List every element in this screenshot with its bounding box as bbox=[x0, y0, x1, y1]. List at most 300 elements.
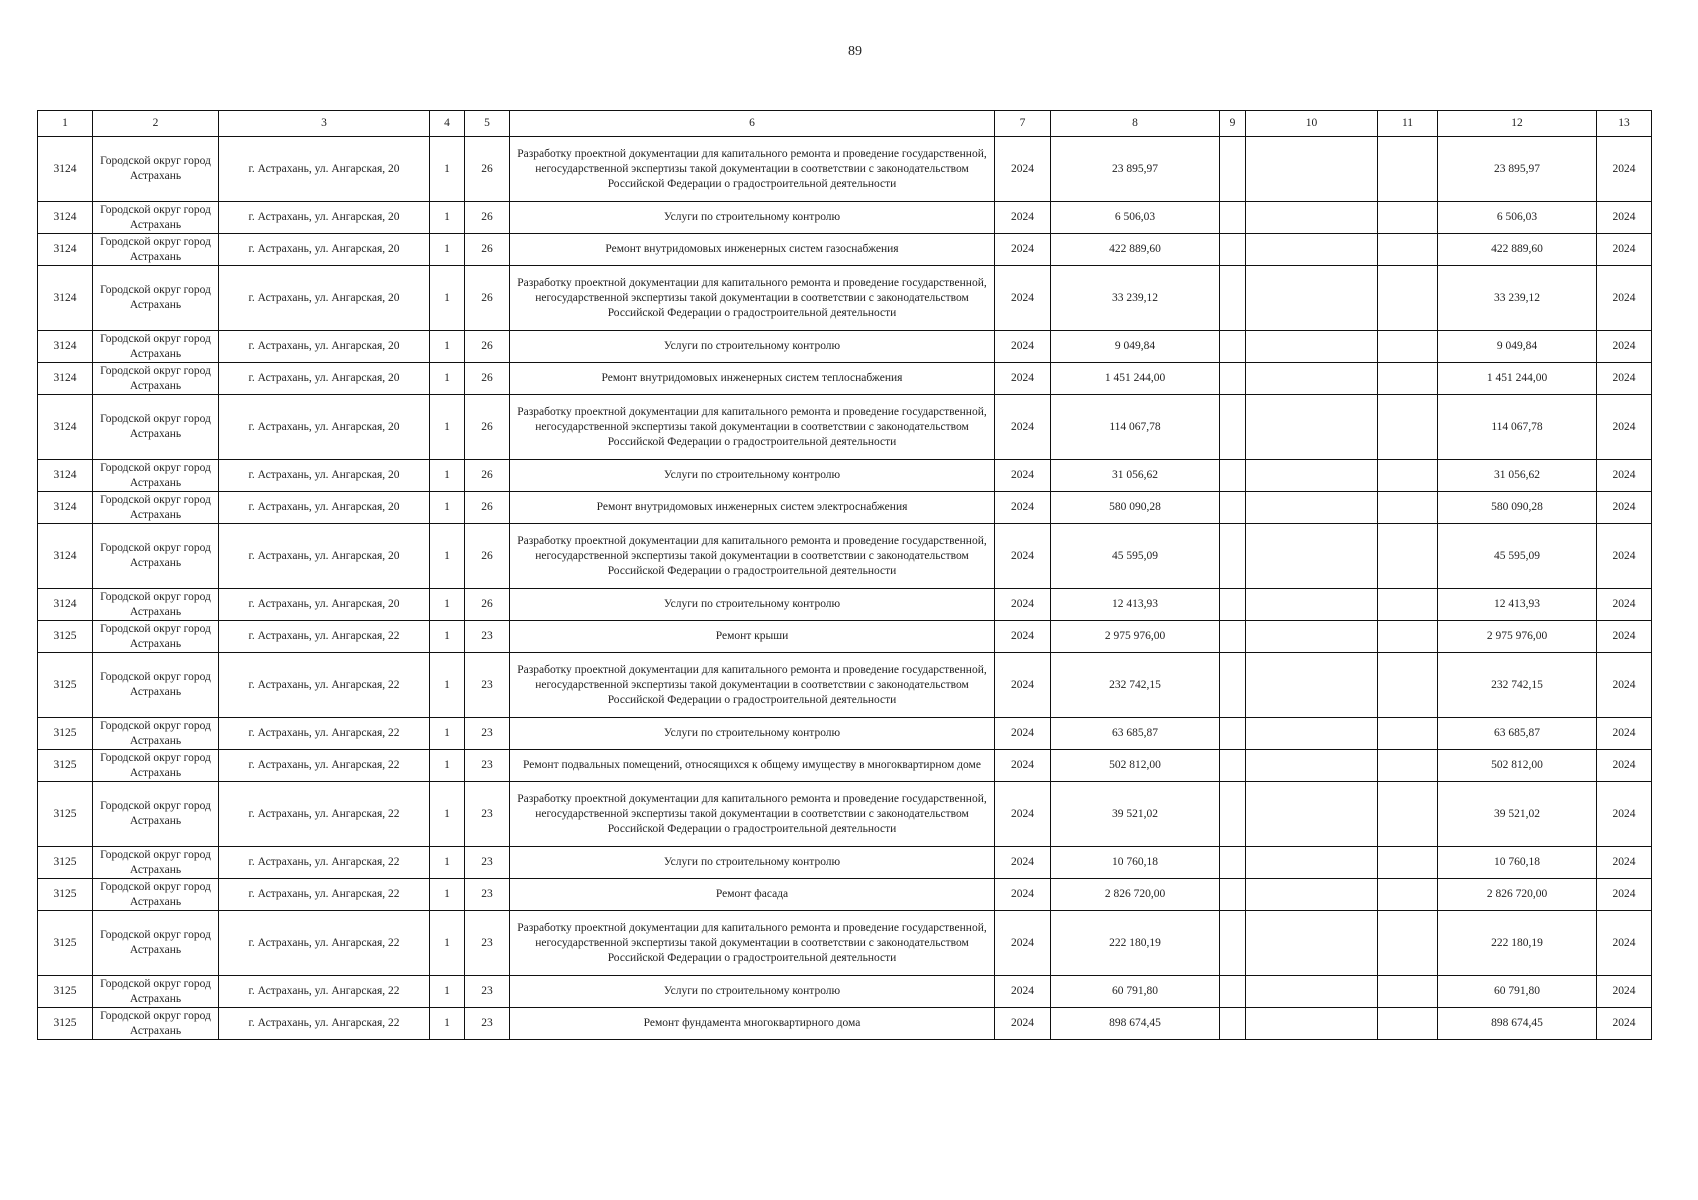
col5-cell: 26 bbox=[465, 202, 510, 234]
cost-cell: 10 760,18 bbox=[1051, 847, 1220, 879]
table-row bbox=[38, 1008, 1652, 1040]
table-row bbox=[38, 137, 1652, 202]
col11-cell bbox=[1378, 879, 1438, 911]
municipality-cell: Городской округ город Астрахань bbox=[93, 750, 219, 782]
work-type-cell: Разработку проектной документации для капитального ремонта и проведение государственной, негосударственной экспертизы такой документации в соответствии с законодательством Российской Федерации о градостроительной деятельности bbox=[510, 653, 995, 718]
col4-cell: 1 bbox=[430, 621, 465, 653]
col10-cell bbox=[1246, 653, 1378, 718]
cost-cell: 580 090,28 bbox=[1051, 492, 1220, 524]
col5-cell: 26 bbox=[465, 266, 510, 331]
table-row bbox=[38, 879, 1652, 911]
object-id-cell: 3125 bbox=[38, 718, 93, 750]
municipality-cell: Городской округ город Астрахань bbox=[93, 202, 219, 234]
cost-cell: 2 975 976,00 bbox=[1051, 621, 1220, 653]
municipality-cell: Городской округ город Астрахань bbox=[93, 879, 219, 911]
work-type-cell: Услуги по строительному контролю bbox=[510, 589, 995, 621]
col11-cell bbox=[1378, 782, 1438, 847]
col11-cell bbox=[1378, 395, 1438, 460]
col4-cell: 1 bbox=[430, 911, 465, 976]
col9-cell bbox=[1220, 395, 1246, 460]
col4-cell: 1 bbox=[430, 750, 465, 782]
completion-year-cell: 2024 bbox=[1597, 266, 1652, 331]
total-cost-cell: 12 413,93 bbox=[1438, 589, 1597, 621]
col4-cell: 1 bbox=[430, 782, 465, 847]
table-row bbox=[38, 395, 1652, 460]
completion-year-cell: 2024 bbox=[1597, 847, 1652, 879]
address-cell: г. Астрахань, ул. Ангарская, 20 bbox=[219, 492, 430, 524]
col11-cell bbox=[1378, 202, 1438, 234]
column-header: 6 bbox=[510, 111, 995, 137]
col4-cell: 1 bbox=[430, 137, 465, 202]
address-cell: г. Астрахань, ул. Ангарская, 22 bbox=[219, 976, 430, 1008]
col10-cell bbox=[1246, 460, 1378, 492]
col9-cell bbox=[1220, 750, 1246, 782]
col11-cell bbox=[1378, 331, 1438, 363]
column-header: 9 bbox=[1220, 111, 1246, 137]
year-cell: 2024 bbox=[995, 718, 1051, 750]
work-type-cell: Разработку проектной документации для капитального ремонта и проведение государственной, негосударственной экспертизы такой документации в соответствии с законодательством Российской Федерации о градостроительной деятельности bbox=[510, 137, 995, 202]
col4-cell: 1 bbox=[430, 395, 465, 460]
address-cell: г. Астрахань, ул. Ангарская, 20 bbox=[219, 137, 430, 202]
address-cell: г. Астрахань, ул. Ангарская, 20 bbox=[219, 395, 430, 460]
work-type-cell: Услуги по строительному контролю bbox=[510, 718, 995, 750]
col9-cell bbox=[1220, 202, 1246, 234]
col10-cell bbox=[1246, 395, 1378, 460]
work-type-cell: Услуги по строительному контролю bbox=[510, 202, 995, 234]
col5-cell: 26 bbox=[465, 460, 510, 492]
col9-cell bbox=[1220, 234, 1246, 266]
year-cell: 2024 bbox=[995, 621, 1051, 653]
total-cost-cell: 1 451 244,00 bbox=[1438, 363, 1597, 395]
address-cell: г. Астрахань, ул. Ангарская, 20 bbox=[219, 524, 430, 589]
col10-cell bbox=[1246, 331, 1378, 363]
municipality-cell: Городской округ город Астрахань bbox=[93, 718, 219, 750]
col4-cell: 1 bbox=[430, 460, 465, 492]
address-cell: г. Астрахань, ул. Ангарская, 22 bbox=[219, 750, 430, 782]
col9-cell bbox=[1220, 653, 1246, 718]
total-cost-cell: 2 975 976,00 bbox=[1438, 621, 1597, 653]
col5-cell: 26 bbox=[465, 234, 510, 266]
object-id-cell: 3124 bbox=[38, 589, 93, 621]
cost-cell: 6 506,03 bbox=[1051, 202, 1220, 234]
object-id-cell: 3124 bbox=[38, 202, 93, 234]
completion-year-cell: 2024 bbox=[1597, 395, 1652, 460]
year-cell: 2024 bbox=[995, 137, 1051, 202]
object-id-cell: 3125 bbox=[38, 750, 93, 782]
col9-cell bbox=[1220, 331, 1246, 363]
total-cost-cell: 232 742,15 bbox=[1438, 653, 1597, 718]
work-type-cell: Услуги по строительному контролю bbox=[510, 331, 995, 363]
object-id-cell: 3125 bbox=[38, 879, 93, 911]
col5-cell: 23 bbox=[465, 718, 510, 750]
completion-year-cell: 2024 bbox=[1597, 718, 1652, 750]
cost-cell: 222 180,19 bbox=[1051, 911, 1220, 976]
total-cost-cell: 63 685,87 bbox=[1438, 718, 1597, 750]
table-row bbox=[38, 782, 1652, 847]
work-type-cell: Ремонт фасада bbox=[510, 879, 995, 911]
col11-cell bbox=[1378, 750, 1438, 782]
year-cell: 2024 bbox=[995, 524, 1051, 589]
column-header: 13 bbox=[1597, 111, 1652, 137]
completion-year-cell: 2024 bbox=[1597, 589, 1652, 621]
cost-cell: 2 826 720,00 bbox=[1051, 879, 1220, 911]
cost-cell: 23 895,97 bbox=[1051, 137, 1220, 202]
address-cell: г. Астрахань, ул. Ангарская, 20 bbox=[219, 202, 430, 234]
municipality-cell: Городской округ город Астрахань bbox=[93, 589, 219, 621]
municipality-cell: Городской округ город Астрахань bbox=[93, 1008, 219, 1040]
col5-cell: 26 bbox=[465, 363, 510, 395]
address-cell: г. Астрахань, ул. Ангарская, 22 bbox=[219, 782, 430, 847]
col5-cell: 23 bbox=[465, 653, 510, 718]
cost-cell: 45 595,09 bbox=[1051, 524, 1220, 589]
address-cell: г. Астрахань, ул. Ангарская, 22 bbox=[219, 879, 430, 911]
cost-cell: 422 889,60 bbox=[1051, 234, 1220, 266]
completion-year-cell: 2024 bbox=[1597, 653, 1652, 718]
object-id-cell: 3124 bbox=[38, 137, 93, 202]
completion-year-cell: 2024 bbox=[1597, 524, 1652, 589]
address-cell: г. Астрахань, ул. Ангарская, 22 bbox=[219, 847, 430, 879]
year-cell: 2024 bbox=[995, 653, 1051, 718]
col9-cell bbox=[1220, 718, 1246, 750]
col9-cell bbox=[1220, 460, 1246, 492]
table-body bbox=[38, 137, 1652, 1040]
work-type-cell: Ремонт подвальных помещений, относящихся к общему имуществу в многоквартирном доме bbox=[510, 750, 995, 782]
table-row bbox=[38, 847, 1652, 879]
table-row bbox=[38, 492, 1652, 524]
col4-cell: 1 bbox=[430, 266, 465, 331]
col9-cell bbox=[1220, 1008, 1246, 1040]
address-cell: г. Астрахань, ул. Ангарская, 22 bbox=[219, 911, 430, 976]
object-id-cell: 3125 bbox=[38, 782, 93, 847]
col10-cell bbox=[1246, 363, 1378, 395]
col5-cell: 26 bbox=[465, 137, 510, 202]
completion-year-cell: 2024 bbox=[1597, 234, 1652, 266]
object-id-cell: 3124 bbox=[38, 460, 93, 492]
year-cell: 2024 bbox=[995, 395, 1051, 460]
work-type-cell: Ремонт фундамента многоквартирного дома bbox=[510, 1008, 995, 1040]
total-cost-cell: 222 180,19 bbox=[1438, 911, 1597, 976]
municipality-cell: Городской округ город Астрахань bbox=[93, 524, 219, 589]
completion-year-cell: 2024 bbox=[1597, 976, 1652, 1008]
object-id-cell: 3125 bbox=[38, 621, 93, 653]
work-type-cell: Разработку проектной документации для капитального ремонта и проведение государственной, негосударственной экспертизы такой документации в соответствии с законодательством Российской Федерации о градостроительной деятельности bbox=[510, 524, 995, 589]
total-cost-cell: 580 090,28 bbox=[1438, 492, 1597, 524]
col5-cell: 23 bbox=[465, 782, 510, 847]
cost-cell: 502 812,00 bbox=[1051, 750, 1220, 782]
column-header: 3 bbox=[219, 111, 430, 137]
col10-cell bbox=[1246, 1008, 1378, 1040]
year-cell: 2024 bbox=[995, 266, 1051, 331]
capital-repair-table bbox=[37, 110, 1652, 1040]
object-id-cell: 3124 bbox=[38, 331, 93, 363]
col10-cell bbox=[1246, 589, 1378, 621]
municipality-cell: Городской округ город Астрахань bbox=[93, 782, 219, 847]
col11-cell bbox=[1378, 847, 1438, 879]
col11-cell bbox=[1378, 137, 1438, 202]
col4-cell: 1 bbox=[430, 524, 465, 589]
cost-cell: 12 413,93 bbox=[1051, 589, 1220, 621]
work-type-cell: Услуги по строительному контролю bbox=[510, 460, 995, 492]
col4-cell: 1 bbox=[430, 492, 465, 524]
col10-cell bbox=[1246, 750, 1378, 782]
completion-year-cell: 2024 bbox=[1597, 782, 1652, 847]
year-cell: 2024 bbox=[995, 750, 1051, 782]
col4-cell: 1 bbox=[430, 879, 465, 911]
address-cell: г. Астрахань, ул. Ангарская, 20 bbox=[219, 589, 430, 621]
col5-cell: 23 bbox=[465, 750, 510, 782]
column-header: 2 bbox=[93, 111, 219, 137]
total-cost-cell: 45 595,09 bbox=[1438, 524, 1597, 589]
col10-cell bbox=[1246, 718, 1378, 750]
table-row bbox=[38, 524, 1652, 589]
address-cell: г. Астрахань, ул. Ангарская, 20 bbox=[219, 266, 430, 331]
column-number-row bbox=[38, 111, 1652, 137]
col10-cell bbox=[1246, 492, 1378, 524]
col9-cell bbox=[1220, 879, 1246, 911]
year-cell: 2024 bbox=[995, 363, 1051, 395]
work-type-cell: Разработку проектной документации для капитального ремонта и проведение государственной, негосударственной экспертизы такой документации в соответствии с законодательством Российской Федерации о градостроительной деятельности bbox=[510, 395, 995, 460]
table-row bbox=[38, 589, 1652, 621]
col10-cell bbox=[1246, 524, 1378, 589]
municipality-cell: Городской округ город Астрахань bbox=[93, 395, 219, 460]
table-row bbox=[38, 234, 1652, 266]
address-cell: г. Астрахань, ул. Ангарская, 20 bbox=[219, 331, 430, 363]
completion-year-cell: 2024 bbox=[1597, 137, 1652, 202]
work-type-cell: Ремонт внутридомовых инженерных систем теплоснабжения bbox=[510, 363, 995, 395]
col4-cell: 1 bbox=[430, 589, 465, 621]
col11-cell bbox=[1378, 460, 1438, 492]
col5-cell: 23 bbox=[465, 847, 510, 879]
col9-cell bbox=[1220, 492, 1246, 524]
cost-cell: 232 742,15 bbox=[1051, 653, 1220, 718]
col10-cell bbox=[1246, 847, 1378, 879]
col5-cell: 26 bbox=[465, 395, 510, 460]
table-row bbox=[38, 750, 1652, 782]
total-cost-cell: 39 521,02 bbox=[1438, 782, 1597, 847]
municipality-cell: Городской округ город Астрахань bbox=[93, 847, 219, 879]
address-cell: г. Астрахань, ул. Ангарская, 22 bbox=[219, 653, 430, 718]
col10-cell bbox=[1246, 137, 1378, 202]
cost-cell: 114 067,78 bbox=[1051, 395, 1220, 460]
object-id-cell: 3125 bbox=[38, 976, 93, 1008]
column-header: 11 bbox=[1378, 111, 1438, 137]
col4-cell: 1 bbox=[430, 363, 465, 395]
col10-cell bbox=[1246, 266, 1378, 331]
col11-cell bbox=[1378, 234, 1438, 266]
address-cell: г. Астрахань, ул. Ангарская, 22 bbox=[219, 621, 430, 653]
cost-cell: 898 674,45 bbox=[1051, 1008, 1220, 1040]
column-header: 1 bbox=[38, 111, 93, 137]
total-cost-cell: 60 791,80 bbox=[1438, 976, 1597, 1008]
col5-cell: 23 bbox=[465, 976, 510, 1008]
object-id-cell: 3124 bbox=[38, 363, 93, 395]
cost-cell: 39 521,02 bbox=[1051, 782, 1220, 847]
col9-cell bbox=[1220, 137, 1246, 202]
object-id-cell: 3125 bbox=[38, 847, 93, 879]
col9-cell bbox=[1220, 589, 1246, 621]
col10-cell bbox=[1246, 879, 1378, 911]
page-number: 89 bbox=[848, 44, 862, 59]
address-cell: г. Астрахань, ул. Ангарская, 20 bbox=[219, 234, 430, 266]
column-header: 8 bbox=[1051, 111, 1220, 137]
col11-cell bbox=[1378, 976, 1438, 1008]
col10-cell bbox=[1246, 621, 1378, 653]
table-row bbox=[38, 653, 1652, 718]
cost-cell: 1 451 244,00 bbox=[1051, 363, 1220, 395]
cost-cell: 31 056,62 bbox=[1051, 460, 1220, 492]
col9-cell bbox=[1220, 363, 1246, 395]
total-cost-cell: 2 826 720,00 bbox=[1438, 879, 1597, 911]
work-type-cell: Ремонт крыши bbox=[510, 621, 995, 653]
col10-cell bbox=[1246, 202, 1378, 234]
completion-year-cell: 2024 bbox=[1597, 621, 1652, 653]
municipality-cell: Городской округ город Астрахань bbox=[93, 621, 219, 653]
municipality-cell: Городской округ город Астрахань bbox=[93, 331, 219, 363]
work-type-cell: Ремонт внутридомовых инженерных систем газоснабжения bbox=[510, 234, 995, 266]
col9-cell bbox=[1220, 266, 1246, 331]
year-cell: 2024 bbox=[995, 589, 1051, 621]
total-cost-cell: 114 067,78 bbox=[1438, 395, 1597, 460]
col11-cell bbox=[1378, 492, 1438, 524]
table-row bbox=[38, 331, 1652, 363]
year-cell: 2024 bbox=[995, 460, 1051, 492]
col5-cell: 23 bbox=[465, 621, 510, 653]
municipality-cell: Городской округ город Астрахань bbox=[93, 234, 219, 266]
cost-cell: 9 049,84 bbox=[1051, 331, 1220, 363]
work-type-cell: Разработку проектной документации для капитального ремонта и проведение государственной, негосударственной экспертизы такой документации в соответствии с законодательством Российской Федерации о градостроительной деятельности bbox=[510, 911, 995, 976]
total-cost-cell: 898 674,45 bbox=[1438, 1008, 1597, 1040]
work-type-cell: Разработку проектной документации для капитального ремонта и проведение государственной, негосударственной экспертизы такой документации в соответствии с законодательством Российской Федерации о градостроительной деятельности bbox=[510, 266, 995, 331]
object-id-cell: 3125 bbox=[38, 1008, 93, 1040]
work-type-cell: Разработку проектной документации для капитального ремонта и проведение государственной, негосударственной экспертизы такой документации в соответствии с законодательством Российской Федерации о градостроительной деятельности bbox=[510, 782, 995, 847]
col5-cell: 26 bbox=[465, 524, 510, 589]
col11-cell bbox=[1378, 363, 1438, 395]
municipality-cell: Городской округ город Астрахань bbox=[93, 976, 219, 1008]
col9-cell bbox=[1220, 911, 1246, 976]
col4-cell: 1 bbox=[430, 1008, 465, 1040]
year-cell: 2024 bbox=[995, 492, 1051, 524]
total-cost-cell: 31 056,62 bbox=[1438, 460, 1597, 492]
col5-cell: 23 bbox=[465, 879, 510, 911]
work-type-cell: Ремонт внутридомовых инженерных систем электроснабжения bbox=[510, 492, 995, 524]
col9-cell bbox=[1220, 782, 1246, 847]
col5-cell: 23 bbox=[465, 1008, 510, 1040]
object-id-cell: 3125 bbox=[38, 653, 93, 718]
object-id-cell: 3125 bbox=[38, 911, 93, 976]
completion-year-cell: 2024 bbox=[1597, 460, 1652, 492]
column-header: 12 bbox=[1438, 111, 1597, 137]
column-header: 5 bbox=[465, 111, 510, 137]
column-header: 10 bbox=[1246, 111, 1378, 137]
object-id-cell: 3124 bbox=[38, 492, 93, 524]
col11-cell bbox=[1378, 718, 1438, 750]
col9-cell bbox=[1220, 524, 1246, 589]
completion-year-cell: 2024 bbox=[1597, 911, 1652, 976]
object-id-cell: 3124 bbox=[38, 266, 93, 331]
col9-cell bbox=[1220, 976, 1246, 1008]
object-id-cell: 3124 bbox=[38, 395, 93, 460]
col5-cell: 26 bbox=[465, 492, 510, 524]
table-row bbox=[38, 976, 1652, 1008]
table-row bbox=[38, 911, 1652, 976]
address-cell: г. Астрахань, ул. Ангарская, 22 bbox=[219, 1008, 430, 1040]
address-cell: г. Астрахань, ул. Ангарская, 22 bbox=[219, 718, 430, 750]
completion-year-cell: 2024 bbox=[1597, 1008, 1652, 1040]
col4-cell: 1 bbox=[430, 718, 465, 750]
col11-cell bbox=[1378, 589, 1438, 621]
year-cell: 2024 bbox=[995, 331, 1051, 363]
year-cell: 2024 bbox=[995, 976, 1051, 1008]
total-cost-cell: 9 049,84 bbox=[1438, 331, 1597, 363]
municipality-cell: Городской округ город Астрахань bbox=[93, 363, 219, 395]
total-cost-cell: 10 760,18 bbox=[1438, 847, 1597, 879]
cost-cell: 60 791,80 bbox=[1051, 976, 1220, 1008]
col5-cell: 26 bbox=[465, 331, 510, 363]
municipality-cell: Городской округ город Астрахань bbox=[93, 460, 219, 492]
total-cost-cell: 23 895,97 bbox=[1438, 137, 1597, 202]
address-cell: г. Астрахань, ул. Ангарская, 20 bbox=[219, 363, 430, 395]
col4-cell: 1 bbox=[430, 331, 465, 363]
col9-cell bbox=[1220, 621, 1246, 653]
municipality-cell: Городской округ город Астрахань bbox=[93, 492, 219, 524]
completion-year-cell: 2024 bbox=[1597, 331, 1652, 363]
municipality-cell: Городской округ город Астрахань bbox=[93, 266, 219, 331]
col11-cell bbox=[1378, 266, 1438, 331]
col10-cell bbox=[1246, 782, 1378, 847]
column-header: 7 bbox=[995, 111, 1051, 137]
cost-cell: 63 685,87 bbox=[1051, 718, 1220, 750]
completion-year-cell: 2024 bbox=[1597, 363, 1652, 395]
table-row bbox=[38, 718, 1652, 750]
col10-cell bbox=[1246, 976, 1378, 1008]
total-cost-cell: 422 889,60 bbox=[1438, 234, 1597, 266]
col10-cell bbox=[1246, 234, 1378, 266]
table-row bbox=[38, 621, 1652, 653]
col4-cell: 1 bbox=[430, 847, 465, 879]
table-row bbox=[38, 363, 1652, 395]
completion-year-cell: 2024 bbox=[1597, 492, 1652, 524]
completion-year-cell: 2024 bbox=[1597, 879, 1652, 911]
cost-cell: 33 239,12 bbox=[1051, 266, 1220, 331]
total-cost-cell: 502 812,00 bbox=[1438, 750, 1597, 782]
col11-cell bbox=[1378, 1008, 1438, 1040]
completion-year-cell: 2024 bbox=[1597, 750, 1652, 782]
year-cell: 2024 bbox=[995, 847, 1051, 879]
work-type-cell: Услуги по строительному контролю bbox=[510, 976, 995, 1008]
col5-cell: 23 bbox=[465, 911, 510, 976]
year-cell: 2024 bbox=[995, 911, 1051, 976]
year-cell: 2024 bbox=[995, 202, 1051, 234]
col11-cell bbox=[1378, 911, 1438, 976]
year-cell: 2024 bbox=[995, 1008, 1051, 1040]
col4-cell: 1 bbox=[430, 976, 465, 1008]
col11-cell bbox=[1378, 653, 1438, 718]
table-row bbox=[38, 266, 1652, 331]
object-id-cell: 3124 bbox=[38, 234, 93, 266]
total-cost-cell: 33 239,12 bbox=[1438, 266, 1597, 331]
col4-cell: 1 bbox=[430, 653, 465, 718]
year-cell: 2024 bbox=[995, 879, 1051, 911]
total-cost-cell: 6 506,03 bbox=[1438, 202, 1597, 234]
col4-cell: 1 bbox=[430, 234, 465, 266]
col10-cell bbox=[1246, 911, 1378, 976]
year-cell: 2024 bbox=[995, 234, 1051, 266]
year-cell: 2024 bbox=[995, 782, 1051, 847]
col11-cell bbox=[1378, 621, 1438, 653]
work-type-cell: Услуги по строительному контролю bbox=[510, 847, 995, 879]
municipality-cell: Городской округ город Астрахань bbox=[93, 653, 219, 718]
address-cell: г. Астрахань, ул. Ангарская, 20 bbox=[219, 460, 430, 492]
